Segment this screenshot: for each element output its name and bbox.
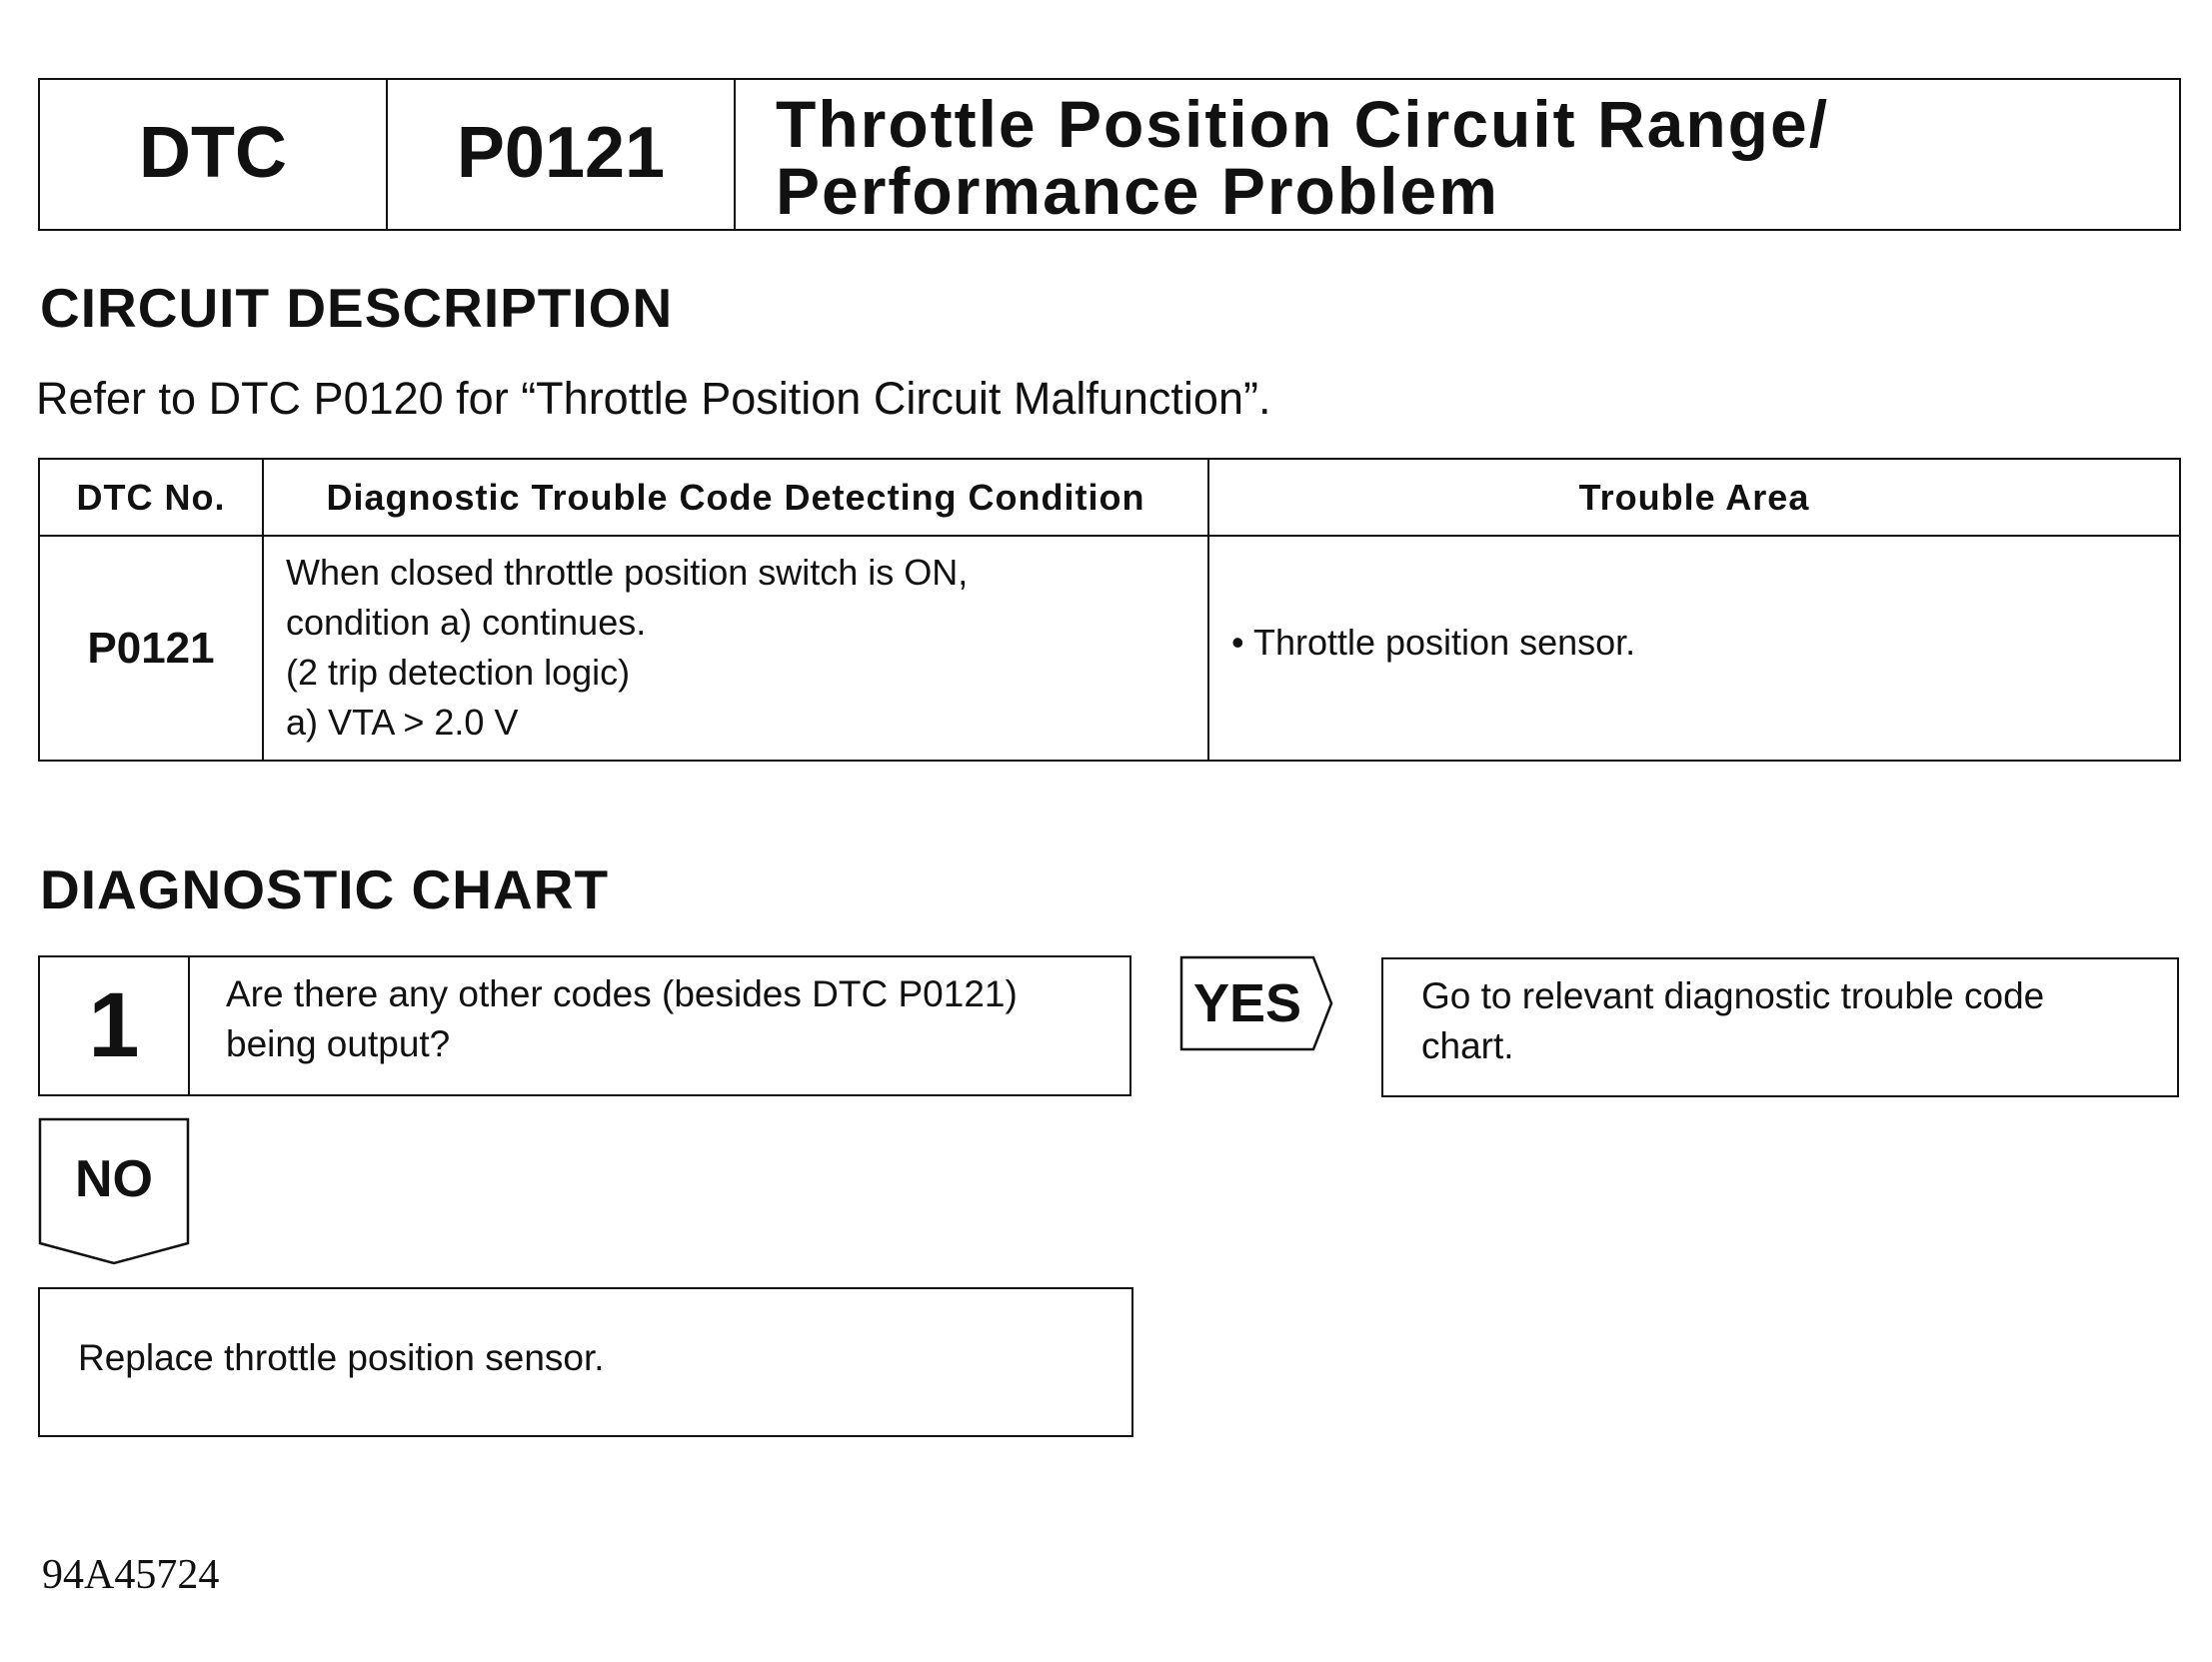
table-header-condition: Diagnostic Trouble Code Detecting Condition	[326, 476, 1145, 518]
yes-result-line: Go to relevant diagnostic trouble code	[1421, 975, 2045, 1016]
step-1-number: 1	[88, 974, 140, 1076]
step-1-divider	[188, 955, 190, 1096]
diagnostic-chart-heading: DIAGNOSTIC CHART	[40, 858, 610, 920]
condition-line: condition a) continues.	[286, 602, 647, 643]
table-cell-trouble-area: • Throttle position sensor.	[1231, 622, 1636, 663]
condition-line: (2 trip detection logic)	[286, 652, 631, 693]
step-1-question	[226, 969, 1018, 1069]
table-header-trouble-area: Trouble Area	[1578, 476, 1810, 518]
dtc-title	[734, 80, 2181, 231]
dtc-title-line: Performance Problem	[776, 154, 1499, 228]
table-header-dtc-no: DTC No.	[76, 476, 226, 518]
yes-result-line: chart.	[1421, 1025, 1514, 1066]
condition-line: When closed throttle position switch is ON,	[286, 552, 969, 593]
table-cell-dtc-code: P0121	[87, 623, 215, 673]
circuit-description-text: Refer to DTC P0120 for “Throttle Position Circuit Malfunction”.	[36, 373, 1271, 424]
yes-result-text	[1421, 971, 2044, 1071]
condition-line: a) VTA > 2.0 V	[286, 702, 519, 743]
step-1-question-line: being output?	[226, 1023, 451, 1064]
yes-label: YES	[1192, 973, 1302, 1033]
table-cell-condition	[286, 548, 1185, 748]
figure-id: 94A45724	[42, 1552, 220, 1598]
table-header-divider	[38, 535, 2181, 537]
no-label: NO	[75, 1150, 153, 1208]
dtc-code: P0121	[456, 113, 666, 193]
dtc-label: DTC	[139, 113, 287, 193]
no-result-text: Replace throttle position sensor.	[78, 1337, 605, 1378]
dtc-title-line: Throttle Position Circuit Range/	[776, 87, 1830, 161]
step-1-question-line: Are there any other codes (besides DTC P0121)	[226, 973, 1018, 1014]
circuit-description-heading: CIRCUIT DESCRIPTION	[40, 277, 674, 339]
